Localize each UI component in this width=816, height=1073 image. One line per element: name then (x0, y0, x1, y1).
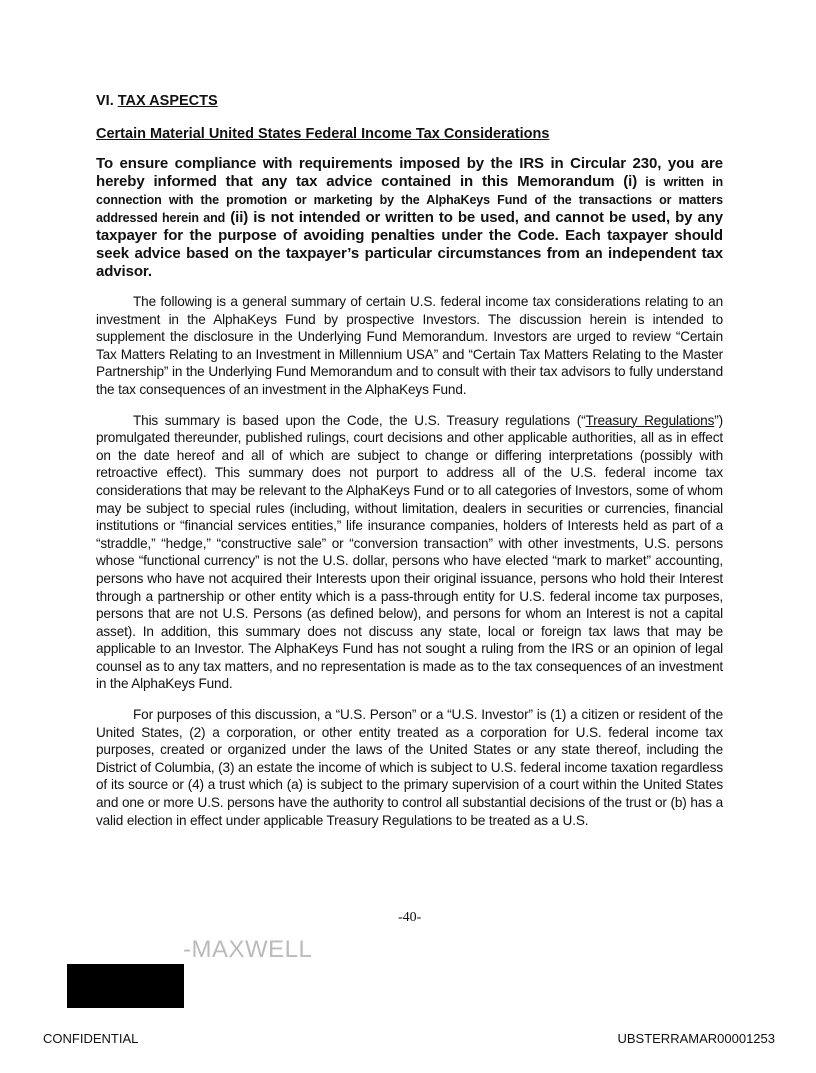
notice-part-3: (ii) is not intended or written to be used, and cannot be used, by any taxpayer for the purpose of avoiding penalties under the Code. Each taxpayer should seek advice based on the taxpayer’s particular circumstances from an independent tax advisor. (96, 209, 723, 280)
section-heading (96, 93, 723, 109)
circular-230-notice (96, 155, 723, 281)
section-title: TAX ASPECTS (117, 93, 218, 109)
notice-part-1: To ensure compliance with requirements imposed by the IRS in Circular 230, you are hereby informed that any tax advice contained in this Memorandum (i) (96, 155, 723, 190)
paragraph-2 (96, 412, 723, 694)
notice-part-2: is written in connection with the promotion or marketing by the AlphaKeys Fund of the transactions or matters addressed herein and (96, 175, 723, 225)
section-number: VI. (96, 93, 114, 109)
page-number: -40- (398, 910, 422, 925)
paragraph-1: The following is a general summary of certain U.S. federal income tax considerations relating to an investment in the AlphaKeys Fund by prospective Investors. The discussion herein is intended to supplement the disclosure in the Underlying Fund Memorandum. Investors are urged to review “Certain Tax Matters Relating to an Investment in Millennium USA” and “Certain Tax Matters Relating to the Master Partnership” in the Underlying Fund Memorandum and to consult with their tax advisors to fully understand the tax consequences of an investment in the AlphaKeys Fund. (96, 294, 723, 397)
maxwell-stamp: -MAXWELL (183, 936, 313, 963)
paragraph-2-rest: ”) promulgated thereunder, published rulings, court decisions and other applicable authorities, all as in effect on the date hereof and all of which are subject to change or differing interpretations (possibly with retroactive effect). This summary does not purport to address all of the U.S. federal income tax considerations that may be relevant to the AlphaKeys Fund or to all categories of Investors, some of whom may be subject to special rules (including, without limitation, dealers in securities or currencies, financial institutions or “financial services entities,” life insurance companies, holders of Interests held as part of a “straddle,” “hedge,” “constructive sale” or “conversion transaction” with other investments, U.S. persons whose “functional currency” is not the U.S. dollar, persons who have elected “mark to market” accounting, persons who have not acquired their Interests upon their original issuance, persons who hold their Interest through a partnership or other entity which is a pass-through entity for U.S. federal income tax purposes, persons that are not U.S. Persons (as defined below), and persons for whom an Interest is not a capital asset). In addition, this summary does not discuss any state, local or foreign tax laws that may be applicable to an Investor. The AlphaKeys Fund has not sought a ruling from the IRS or an opinion of legal counsel as to any tax matters, and no representation is made as to the tax consequences of an investment in the AlphaKeys Fund. (96, 412, 723, 692)
paragraph-3: For purposes of this discussion, a “U.S. Person” or a “U.S. Investor” is (1) a citizen or resident of the United States, (2) a corporation, or other entity treated as a corporation for U.S. federal income tax purposes, created or organized under the laws of the United States or any state thereof, including the District of Columbia, (3) an estate the income of which is subject to U.S. federal income taxation regardless of its source or (4) a trust which (a) is subject to the primary supervision of a court within the United States and one or more U.S. persons have the authority to control all substantial decisions of the trust or (b) has a valid election in effect under applicable Treasury Regulations to be treated as a U.S. (96, 707, 723, 828)
paragraph-2-start: This summary is based upon the Code, the U.S. Treasury regulations (“ (133, 412, 586, 428)
redaction-box (67, 964, 184, 1008)
confidential-label: CONFIDENTIAL (43, 1031, 139, 1046)
document-body (96, 93, 723, 842)
defined-term-treasury-regulations: Treasury Regulations (585, 412, 715, 428)
bates-number: UBSTERRAMAR00001253 (617, 1031, 775, 1046)
subsection-heading: Certain Material United States Federal Income Tax Considerations (96, 126, 550, 142)
